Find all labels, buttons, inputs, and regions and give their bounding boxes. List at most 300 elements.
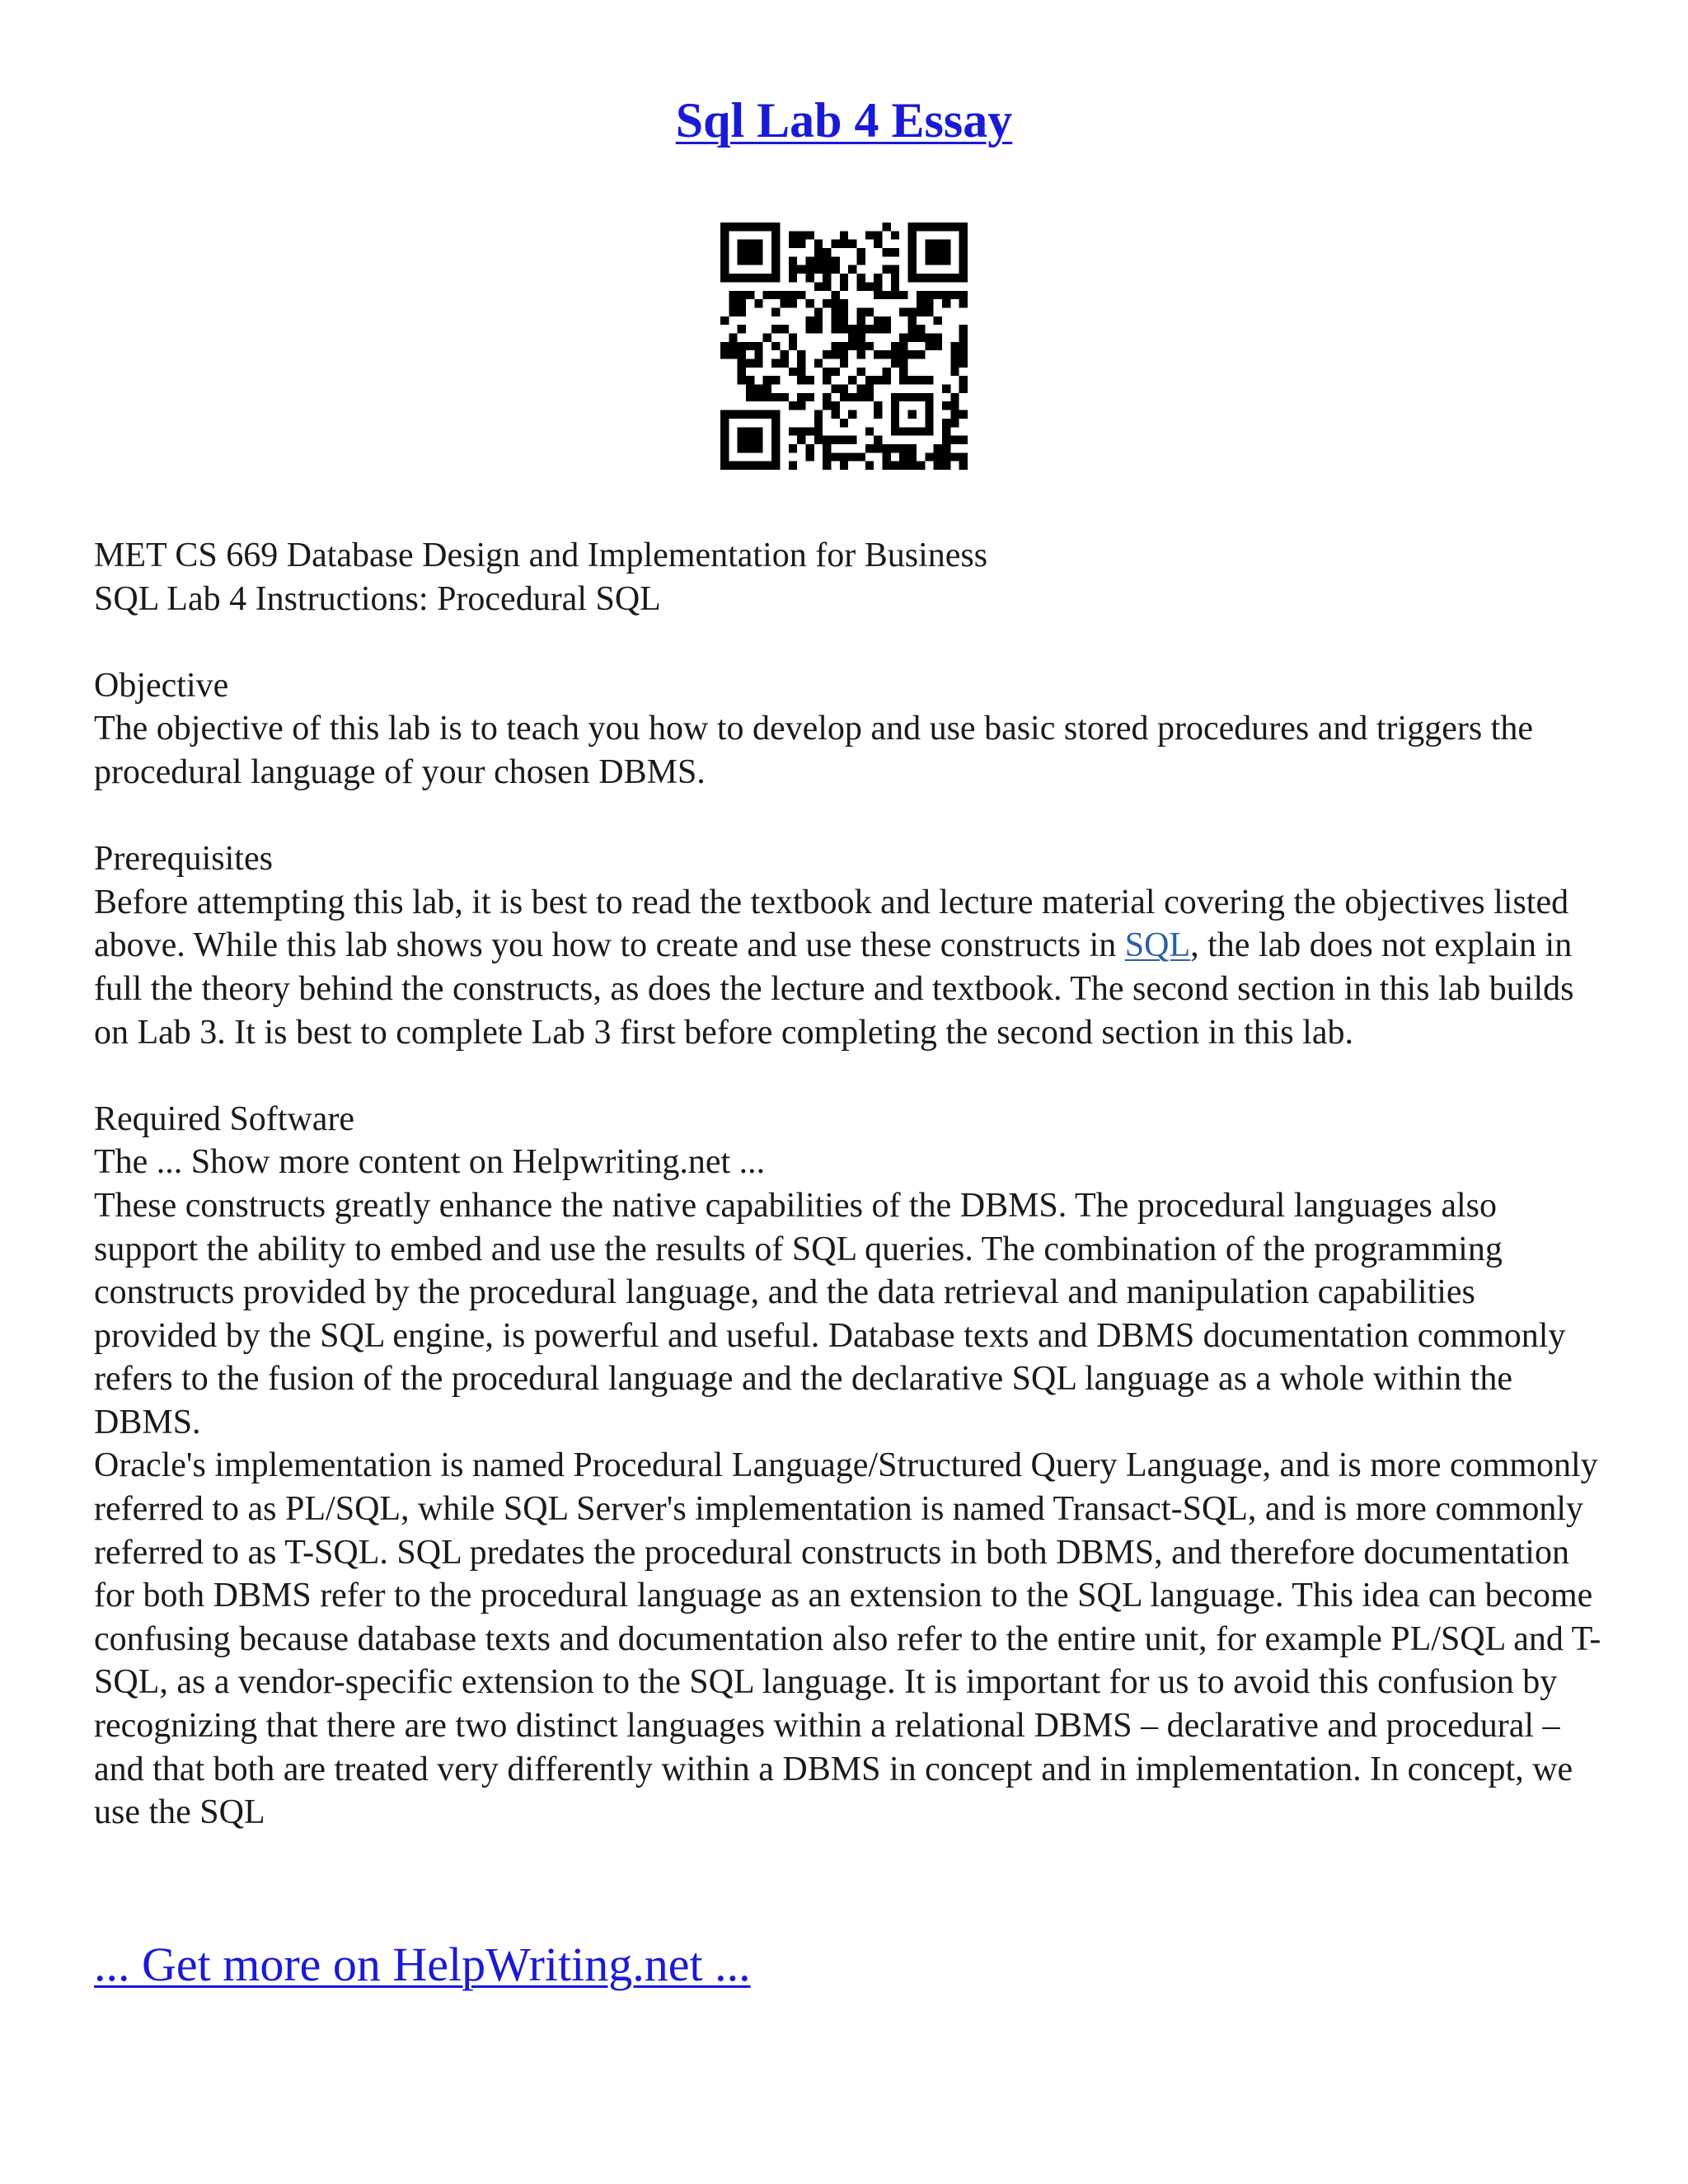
qr-module [883, 291, 891, 299]
qr-module [805, 299, 814, 307]
qr-module [738, 342, 746, 350]
qr-module [771, 393, 780, 401]
qr-module [865, 462, 874, 470]
qr-module [959, 410, 968, 419]
qr-module [805, 452, 814, 461]
qr-module [891, 350, 899, 359]
qr-module [874, 291, 882, 299]
qr-module [857, 393, 865, 401]
qr-module [789, 231, 797, 239]
qr-module [908, 316, 917, 325]
qr-module [857, 342, 865, 350]
qr-module [729, 299, 737, 307]
qr-module [874, 410, 882, 419]
qr-module [789, 299, 797, 307]
qr-module [823, 462, 831, 470]
qr-module [950, 350, 959, 359]
qr-module [857, 256, 865, 265]
qr-module [950, 342, 959, 350]
qr-module [925, 376, 933, 384]
qr-module [917, 307, 925, 316]
qr-module [797, 427, 805, 435]
qr-module [908, 223, 917, 282]
qr-module [789, 444, 797, 452]
qr-module [934, 342, 942, 350]
qr-module [823, 444, 831, 452]
qr-module [959, 350, 968, 359]
qr-module [857, 274, 865, 282]
sql-link[interactable]: SQL [1124, 926, 1191, 965]
qr-module [908, 307, 917, 316]
qr-module [805, 316, 814, 325]
prerequisites-text [94, 881, 1602, 1054]
qr-module [883, 316, 891, 325]
qr-module [805, 393, 814, 401]
qr-module [831, 410, 839, 419]
qr-module [763, 291, 771, 299]
qr-module [831, 350, 839, 359]
qr-module [959, 291, 968, 299]
document-body [94, 534, 1602, 1835]
qr-module [814, 248, 823, 256]
qr-module [865, 385, 874, 393]
prerequisites-heading: Prerequisites [94, 840, 273, 879]
qr-module [950, 401, 959, 410]
qr-module [891, 265, 899, 274]
qr-module [797, 401, 805, 410]
qr-module [840, 316, 848, 325]
qr-module [840, 342, 848, 350]
qr-module [720, 462, 780, 470]
qr-module [899, 359, 907, 368]
qr-module [789, 240, 797, 248]
qr-module [891, 393, 899, 436]
qr-module [942, 462, 950, 470]
qr-module [883, 248, 891, 256]
qr-module [959, 452, 968, 461]
qr-module [942, 436, 950, 444]
qr-module [831, 265, 839, 274]
qr-module [908, 325, 917, 333]
qr-module [805, 376, 814, 384]
qr-module [738, 291, 746, 299]
qr-module [925, 333, 933, 341]
software-heading: Required Software [94, 1099, 355, 1138]
qr-module [883, 452, 891, 461]
qr-module [771, 376, 780, 384]
qr-module [934, 452, 942, 461]
qr-module [805, 444, 814, 452]
qr-module [738, 376, 746, 384]
qr-module [840, 274, 848, 282]
qr-module [720, 274, 780, 282]
qr-module [729, 291, 737, 299]
qr-module [746, 342, 754, 350]
qr-module [831, 401, 839, 410]
qr-module [840, 299, 848, 307]
qr-module [814, 359, 823, 368]
qr-module [771, 291, 780, 299]
qr-module [789, 368, 797, 376]
qr-module [848, 410, 856, 419]
qr-module [848, 393, 856, 401]
qr-module [831, 368, 839, 376]
qr-module [865, 325, 874, 333]
qr-module [908, 274, 968, 282]
qr-module [934, 333, 942, 341]
qr-module [908, 333, 917, 341]
qr-module [780, 393, 788, 401]
body-paragraph-2: Oracle's implementation is named Procedural Language/Structured Query Language, and is more commonly referred to as PL/SQL, while SQL Server's implementation is named Transact-SQL, and is more commonly referred to as T-SQL. SQL predates the procedural constructs in both DBMS, and therefore documentation for both DBMS refer to the procedural language as an extension to the SQL language. This idea can become confusing because database texts and documentation also refer to the entire unit, for example PL/SQL and T-SQL, as a vendor-specific extension to the SQL language. It is important for us to avoid this confusion by recognizing that there are two distinct languages within a relational DBMS – declarative and procedural – and that both are treated very differently within a DBMS in concept and in implementation. In concept, we use the SQL [94, 1446, 1601, 1832]
qr-module [746, 376, 754, 384]
qr-module [908, 452, 917, 461]
qr-module [908, 350, 917, 359]
qr-module [925, 452, 933, 461]
qr-module [831, 307, 839, 316]
qr-module [789, 462, 797, 470]
qr-module [925, 393, 933, 436]
qr-module [771, 359, 780, 368]
qr-module [865, 376, 874, 384]
qr-module [797, 265, 805, 274]
qr-module [917, 325, 925, 333]
qr-module [899, 342, 907, 350]
qr-module [908, 223, 968, 231]
qr-module [874, 401, 882, 410]
qr-module [883, 444, 891, 452]
qr-module [899, 462, 907, 470]
qr-module [891, 444, 899, 452]
qr-module [883, 265, 891, 274]
qr-module [865, 307, 874, 316]
qr-module [823, 376, 831, 384]
qr-module [917, 376, 925, 384]
qr-module [754, 350, 762, 359]
qr-module [720, 316, 729, 325]
qr-module [797, 359, 805, 368]
qr-module [789, 333, 797, 341]
qr-module [771, 223, 780, 282]
qr-module [771, 342, 780, 350]
qr-module [959, 359, 968, 368]
qr-module [959, 436, 968, 444]
qr-module [899, 307, 907, 316]
objective-text: The objective of this lab is to teach you how to develop and use basic stored procedures and triggers the procedural language of your chosen DBMS. [94, 710, 1533, 791]
qr-module [840, 359, 848, 368]
qr-module [942, 427, 950, 435]
qr-module [899, 291, 907, 299]
qr-module [865, 342, 874, 350]
qr-module [738, 307, 746, 316]
qr-module [942, 401, 950, 410]
qr-module [857, 248, 865, 256]
qr-module [942, 291, 950, 299]
qr-module [917, 333, 925, 341]
course-header: MET CS 669 Database Design and Implementation for Business [94, 537, 988, 574]
qr-module [720, 410, 729, 470]
qr-module [746, 385, 754, 393]
qr-module [883, 368, 891, 376]
qr-module [831, 291, 839, 299]
qr-module [848, 333, 856, 341]
qr-module [738, 299, 746, 307]
footer [94, 1935, 751, 1994]
qr-module [942, 444, 950, 452]
qr-module [805, 274, 814, 282]
qr-module [831, 385, 839, 393]
qr-module [848, 265, 856, 274]
qr-module [950, 291, 959, 299]
qr-module [959, 333, 968, 341]
qr-module [848, 452, 856, 461]
qr-module [814, 419, 823, 427]
qr-module [831, 325, 839, 333]
qr-module [917, 291, 925, 299]
qr-module [763, 385, 771, 393]
qr-module [959, 385, 968, 393]
qr-module [891, 291, 899, 299]
qr-module [865, 231, 874, 239]
qr-module [789, 265, 797, 274]
qr-module [814, 265, 823, 274]
qr-module [959, 376, 968, 384]
qr-module [848, 376, 856, 384]
qr-module [738, 368, 746, 376]
qr-module [738, 427, 763, 452]
qr-module [925, 240, 950, 265]
qr-module [899, 368, 907, 376]
qr-module [805, 325, 814, 333]
qr-module [857, 333, 865, 341]
qr-module [925, 307, 933, 316]
qr-module [925, 342, 933, 350]
qr-module [950, 452, 959, 461]
qr-module [934, 316, 942, 325]
qr-module [942, 299, 950, 307]
qr-module [780, 291, 788, 299]
qr-module [874, 231, 882, 239]
qr-module [865, 427, 874, 435]
qr-code-icon [720, 223, 968, 470]
qr-module [899, 444, 907, 452]
qr-module [823, 256, 831, 265]
qr-module [797, 376, 805, 384]
qr-module [899, 350, 907, 359]
qr-module [857, 316, 865, 325]
qr-module [857, 307, 865, 316]
qr-module [883, 325, 891, 333]
qr-module [780, 299, 788, 307]
title-link[interactable]: Sql Lab 4 Essay [675, 93, 1013, 148]
qr-module [874, 436, 882, 444]
qr-module [720, 223, 729, 282]
qr-module [874, 350, 882, 359]
qr-module [746, 393, 754, 401]
qr-module [874, 316, 882, 325]
qr-module [789, 342, 797, 350]
qr-module [729, 350, 737, 359]
qr-module [899, 452, 907, 461]
qr-module [857, 282, 865, 290]
qr-module [925, 299, 933, 307]
get-more-link[interactable]: ... Get more on HelpWriting.net ... [94, 1938, 751, 1991]
qr-module [857, 368, 865, 376]
show-more-line: The ... Show more content on Helpwriting.net ... [94, 1143, 766, 1182]
qr-module [950, 419, 959, 427]
qr-module [729, 342, 737, 350]
qr-module [754, 393, 762, 401]
qr-module [908, 376, 917, 384]
qr-module [823, 265, 831, 274]
qr-module [763, 376, 771, 384]
qr-module [883, 350, 891, 359]
qr-module [789, 401, 797, 410]
qr-module [950, 393, 959, 401]
qr-module [823, 436, 831, 444]
qr-module [814, 436, 823, 444]
qr-module [771, 410, 780, 470]
prerequisites-text-before: Before attempting this lab, it is best to read the textbook and lecture material covering the objectives listed above. While this lab shows you how to create and use these constructs in [94, 883, 1569, 965]
qr-module [950, 368, 959, 376]
body-paragraph-1: These constructs greatly enhance the native capabilities of the DBMS. The procedural languages also support the ability to embed and use the results of SQL queries. The combination of the programming constructs provided by the procedural language, and the data retrieval and manipulation capabilities provided by the SQL engine, is powerful and useful. Database texts and DBMS documentation commonly refers to the fusion of the procedural language and the declarative SQL language as a whole within the DBMS. [94, 1186, 1566, 1441]
qr-module [797, 231, 805, 239]
qr-module [720, 223, 780, 231]
qr-module [771, 325, 780, 333]
qr-module [814, 240, 823, 248]
qr-module [729, 307, 737, 316]
qr-module [763, 333, 771, 341]
qr-module [720, 410, 780, 419]
qr-module [840, 282, 848, 290]
qr-module [840, 385, 848, 393]
qr-module [797, 240, 805, 248]
qr-module [823, 393, 831, 401]
qr-module [797, 350, 805, 359]
qr-module [840, 436, 848, 444]
qr-module [917, 462, 925, 470]
qr-module [789, 274, 797, 282]
qr-module [883, 223, 891, 231]
qr-module [950, 359, 959, 368]
qr-module [934, 462, 942, 470]
qr-module [899, 376, 907, 384]
qr-module [720, 350, 729, 359]
qr-module [729, 333, 737, 341]
qr-module [840, 350, 848, 359]
qr-module [883, 462, 891, 470]
qr-module [959, 325, 968, 333]
qr-module [874, 444, 882, 452]
qr-module [934, 291, 942, 299]
qr-module [805, 256, 814, 265]
qr-module [789, 256, 797, 265]
qr-module [874, 282, 882, 290]
qr-module [797, 368, 805, 376]
qr-module [823, 350, 831, 359]
qr-module [874, 376, 882, 384]
qr-module [831, 452, 839, 461]
qr-module [840, 419, 848, 427]
qr-module [780, 350, 788, 359]
qr-module [814, 282, 823, 290]
qr-module [814, 307, 823, 316]
qr-module [874, 274, 882, 282]
qr-module [959, 223, 968, 282]
objective-heading: Objective [94, 666, 229, 705]
qr-module [891, 231, 899, 239]
qr-module [831, 299, 839, 307]
qr-module [823, 368, 831, 376]
qr-module [891, 274, 899, 282]
qr-module [908, 462, 917, 470]
qr-module [857, 350, 865, 359]
qr-module [848, 325, 856, 333]
qr-module [950, 436, 959, 444]
qr-module [874, 240, 882, 248]
qr-module [823, 282, 831, 290]
qr-module [797, 436, 805, 444]
qr-module [738, 325, 746, 333]
qr-module [805, 265, 814, 274]
qr-module [840, 462, 848, 470]
qr-module [789, 427, 797, 435]
qr-module [754, 385, 762, 393]
qr-module [746, 359, 754, 368]
qr-module [857, 385, 865, 393]
qr-module [720, 342, 729, 350]
prerequisites-text-after: , the lab does not explain in full the theory behind the constructs, as does the lecture and textbook. The second section in this lab builds on Lab 3. It is best to complete Lab 3 first before completing the second section in this lab. [94, 926, 1574, 1052]
qr-module [848, 240, 856, 248]
qr-module [942, 419, 950, 427]
qr-module [891, 462, 899, 470]
qr-module [831, 342, 839, 350]
qr-module [814, 410, 823, 419]
qr-module [865, 444, 874, 452]
qr-module [899, 333, 907, 341]
qr-module [814, 316, 823, 325]
qr-module [840, 325, 848, 333]
qr-module [891, 282, 899, 290]
qr-module [840, 307, 848, 316]
qr-module [814, 325, 823, 333]
qr-module [831, 316, 839, 325]
qr-module [840, 240, 848, 248]
qr-module [942, 452, 950, 461]
qr-module [891, 359, 899, 368]
qr-module [917, 350, 925, 359]
qr-module [942, 385, 950, 393]
qr-module [814, 256, 823, 265]
qr-module [840, 393, 848, 401]
qr-module [857, 452, 865, 461]
qr-module [789, 291, 797, 299]
qr-module [780, 359, 788, 368]
qr-module [738, 359, 746, 368]
qr-module [848, 436, 856, 444]
qr-module [805, 427, 814, 435]
qr-module [883, 376, 891, 384]
qr-module [865, 282, 874, 290]
qr-module [746, 291, 754, 299]
qr-module [917, 299, 925, 307]
qr-module [754, 342, 762, 350]
qr-module [797, 291, 805, 299]
qr-module [840, 452, 848, 461]
qr-module [754, 299, 762, 307]
qr-module [738, 350, 746, 359]
qr-module [823, 274, 831, 282]
qr-module [934, 444, 942, 452]
